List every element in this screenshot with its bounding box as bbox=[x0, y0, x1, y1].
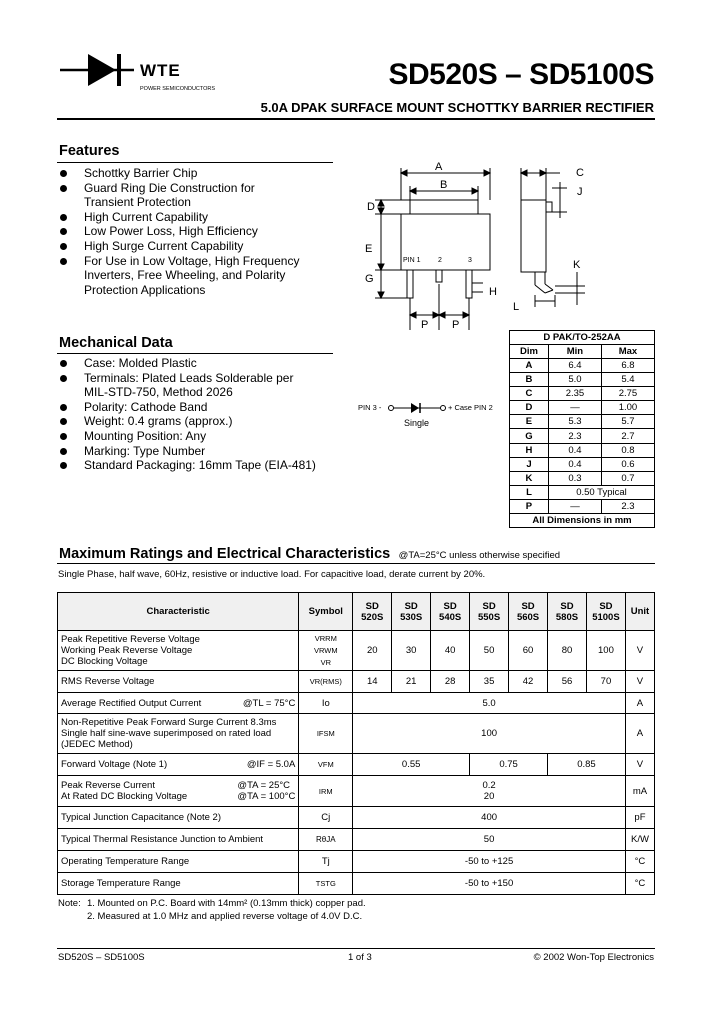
footer-page-number: 1 of 3 bbox=[348, 952, 372, 963]
dim-label-a: A bbox=[435, 161, 443, 173]
ratings-heading: Maximum Ratings and Electrical Characteristics bbox=[59, 546, 391, 562]
table-row: Operating Temperature Range Tj -50 to +125 °C bbox=[58, 851, 655, 873]
table-row: Forward Voltage (Note 1) @IF = 5.0A VFM 0.55 0.75 0.85 V bbox=[58, 754, 655, 776]
dimensions-table bbox=[509, 330, 655, 528]
table-row: Typical Junction Capacitance (Note 2) Cj 400 pF bbox=[58, 807, 655, 829]
table-row: H 0.4 0.8 bbox=[510, 443, 655, 457]
list-item: Marking: Type Number bbox=[57, 444, 327, 459]
list-item: Mounting Position: Any bbox=[57, 429, 327, 444]
brand-name: WTE bbox=[140, 61, 181, 80]
list-item: Polarity: Cathode Band bbox=[57, 400, 327, 415]
table-row: Peak Repetitive Reverse Voltage Working Peak Reverse Voltage DC Blocking Voltage VRRM VRWM VR 20 30 40 50 60 80 100 V bbox=[58, 631, 655, 671]
dim-table-title: D PAK/TO-252AA bbox=[510, 331, 655, 345]
column-header: SD 530S bbox=[392, 593, 431, 631]
column-header: SD 540S bbox=[431, 593, 470, 631]
list-item: For Use in Low Voltage, High Frequency Inverters, Free Wheeling, and Polarity Protection Applications bbox=[57, 254, 309, 298]
footer-copyright: © 2002 Won-Top Electronics bbox=[533, 952, 654, 963]
column-header: Max bbox=[601, 345, 654, 359]
table-row: E 5.3 5.7 bbox=[510, 415, 655, 429]
column-header: Symbol bbox=[299, 593, 353, 631]
list-item: Schottky Barrier Chip bbox=[57, 166, 327, 181]
column-header: SD 520S bbox=[353, 593, 392, 631]
table-row: RMS Reverse Voltage VR(RMS) 14 21 28 35 42 56 70 V bbox=[58, 671, 655, 693]
note-2: 2. Measured at 1.0 MHz and applied reverse voltage of 4.0V D.C. bbox=[87, 911, 363, 922]
dim-label-k: K bbox=[573, 259, 581, 271]
dim-label-p: P bbox=[452, 319, 460, 331]
table-row: L 0.50 Typical bbox=[510, 485, 655, 499]
table-row: A 6.4 6.8 bbox=[510, 359, 655, 373]
table-row: Average Rectified Output Current @TL = 75°C Io 5.0 A bbox=[58, 693, 655, 714]
schematic-left-label: PIN 3 - bbox=[358, 403, 382, 412]
list-item: High Surge Current Capability bbox=[57, 239, 327, 254]
column-header: Characteristic bbox=[58, 593, 299, 631]
page-title: SD520S – SD5100S bbox=[388, 58, 654, 91]
table-row: B 5.0 5.4 bbox=[510, 373, 655, 387]
note-1: 1. Mounted on P.C. Board with 14mm² (0.13mm thick) copper pad. bbox=[87, 898, 366, 909]
table-row: C 2.35 2.75 bbox=[510, 387, 655, 401]
dim-label-d: D bbox=[367, 201, 375, 213]
ratings-condition: @TA=25°C unless otherwise specified bbox=[398, 550, 561, 561]
dim-label-e: E bbox=[365, 243, 373, 255]
table-row: Storage Temperature Range TSTG -50 to +150 °C bbox=[58, 873, 655, 895]
dim-label-l: L bbox=[513, 301, 520, 313]
ratings-note: Single Phase, half wave, 60Hz, resistive or inductive load. For capacitive load, derate current by 20%. bbox=[58, 569, 486, 580]
dim-label-c: C bbox=[576, 167, 584, 179]
features-rule bbox=[57, 162, 333, 163]
footer-rule bbox=[57, 948, 655, 949]
column-header: Dim bbox=[510, 345, 549, 359]
table-row: D — 1.00 bbox=[510, 401, 655, 415]
ratings-heading-line bbox=[59, 545, 560, 563]
notes-label: Note: bbox=[58, 898, 81, 909]
header-rule bbox=[57, 118, 655, 120]
list-item: Terminals: Plated Leads Solderable per MIL-STD-750, Method 2026 bbox=[57, 371, 299, 400]
schematic-caption: Single bbox=[404, 418, 430, 428]
dim-label-h: H bbox=[489, 286, 497, 298]
list-item: Standard Packaging: 16mm Tape (EIA-481) bbox=[57, 458, 327, 473]
column-header: SD 5100S bbox=[586, 593, 625, 631]
features-heading: Features bbox=[59, 143, 120, 159]
mechanical-rule bbox=[57, 353, 333, 354]
table-row: J 0.4 0.6 bbox=[510, 457, 655, 471]
pin-label-2: 2 bbox=[438, 257, 442, 264]
column-header: SD 550S bbox=[470, 593, 509, 631]
schematic-right-label: + Case PIN 2 bbox=[448, 403, 493, 412]
mechanical-heading: Mechanical Data bbox=[59, 335, 173, 351]
dim-label-g: G bbox=[365, 273, 374, 285]
ratings-rule bbox=[57, 563, 655, 564]
list-item: Case: Molded Plastic bbox=[57, 356, 327, 371]
table-row: @TA = 25°C @TA = 100°C Peak Reverse Current At Rated DC Blocking Voltage IRM 0.2 20 mA bbox=[58, 776, 655, 807]
mechanical-list bbox=[57, 356, 327, 473]
list-item: Guard Ring Die Construction for Transient Protection bbox=[57, 181, 264, 210]
pin-label-3: 3 bbox=[468, 257, 472, 264]
column-header: Min bbox=[548, 345, 601, 359]
dim-label-b: B bbox=[440, 179, 448, 191]
package-outline-diagram bbox=[355, 160, 595, 335]
brand-tagline: POWER SEMICONDUCTORS bbox=[140, 86, 216, 92]
table-row: P — 2.3 bbox=[510, 499, 655, 513]
dim-table-footer: All Dimensions in mm bbox=[510, 514, 655, 528]
schematic-diode-icon bbox=[387, 402, 447, 414]
ratings-table bbox=[57, 592, 655, 895]
list-item: Low Power Loss, High Efficiency bbox=[57, 224, 327, 239]
table-row: G 2.3 2.7 bbox=[510, 429, 655, 443]
dim-label-p: P bbox=[421, 319, 429, 331]
wte-logo-diode-icon bbox=[60, 52, 134, 88]
dim-label-j: J bbox=[577, 186, 583, 198]
footer-part-range: SD520S – SD5100S bbox=[58, 952, 145, 963]
table-row: K 0.3 0.7 bbox=[510, 471, 655, 485]
page-subtitle: 5.0A DPAK SURFACE MOUNT SCHOTTKY BARRIER RECTIFIER bbox=[260, 100, 654, 115]
column-header: SD 560S bbox=[509, 593, 548, 631]
list-item: Weight: 0.4 grams (approx.) bbox=[57, 414, 327, 429]
features-list bbox=[57, 166, 327, 297]
column-header: Unit bbox=[625, 593, 654, 631]
table-row: Non-Repetitive Peak Forward Surge Current 8.3ms Single half sine-wave superimposed on rated load (JEDEC Method) IFSM 100 A bbox=[58, 714, 655, 754]
pin-label-1: PIN 1 bbox=[403, 257, 421, 264]
column-header: SD 580S bbox=[548, 593, 587, 631]
list-item: High Current Capability bbox=[57, 210, 327, 225]
table-row: Typical Thermal Resistance Junction to Ambient RθJA 50 K/W bbox=[58, 829, 655, 851]
